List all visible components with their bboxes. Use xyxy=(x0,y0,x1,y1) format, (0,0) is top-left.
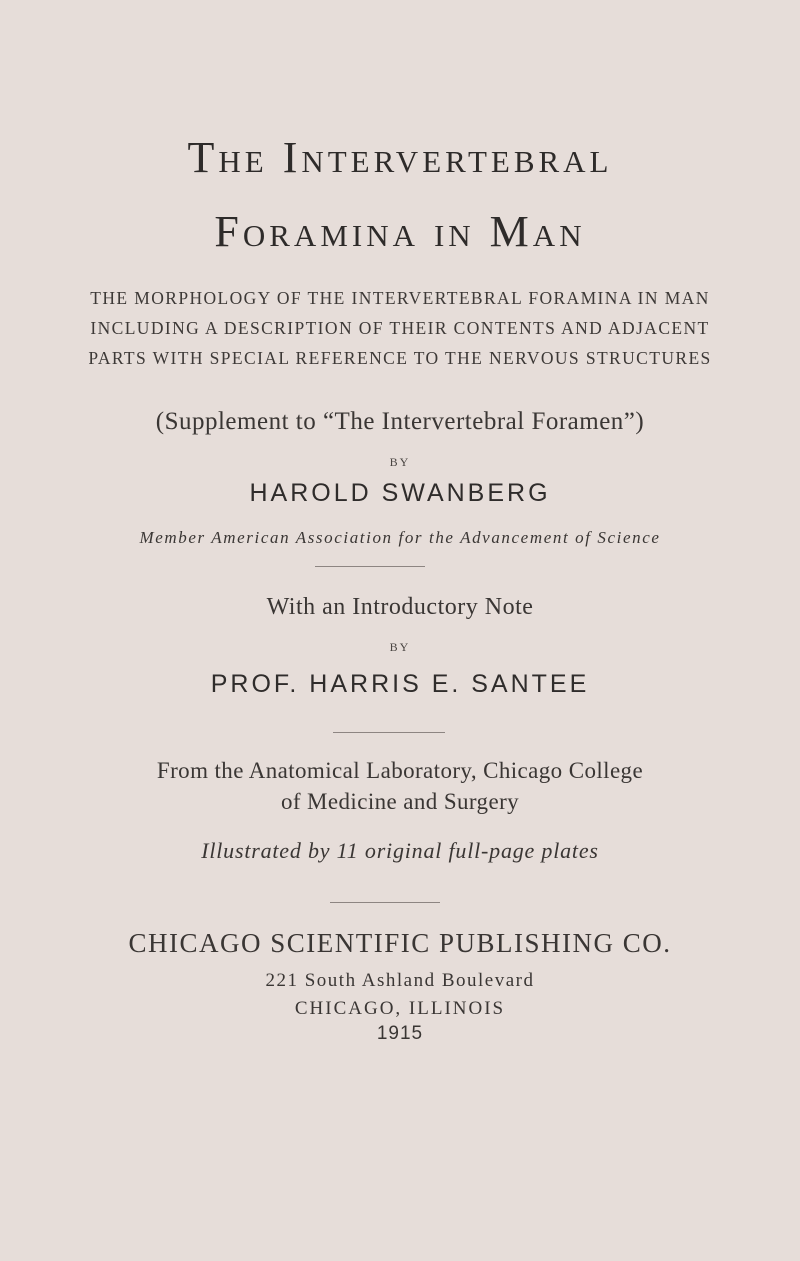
origin-line-1: From the Anatomical Laboratory, Chicago College xyxy=(156,758,644,783)
intro-note: With an Introductory Note xyxy=(266,594,534,620)
intro-by-label: BY xyxy=(389,640,411,654)
subtitle-line-1: THE MORPHOLOGY OF THE INTERVERTEBRAL FORAMINA IN MAN xyxy=(90,288,710,308)
author-affiliation: Member American Association for the Advancement of Science xyxy=(139,528,661,547)
intro-author-name: PROF. HARRIS E. SANTEE xyxy=(210,670,590,698)
illustrations-note: Illustrated by 11 original full-page plates xyxy=(201,838,599,863)
by-label: BY xyxy=(389,455,411,469)
supplement-note: (Supplement to “The Intervertebral Foramen”) xyxy=(155,408,645,435)
divider-rule xyxy=(333,732,445,733)
author-name: HAROLD SWANBERG xyxy=(249,479,551,507)
publication-year: 1915 xyxy=(376,1023,424,1044)
book-title-line-2: Foramina in Man xyxy=(214,207,586,256)
book-title-line-1: The Intervertebral xyxy=(187,133,613,182)
publisher-city: CHICAGO, ILLINOIS xyxy=(294,998,506,1019)
publisher-name: CHICAGO SCIENTIFIC PUBLISHING CO. xyxy=(128,928,672,958)
publisher-address: 221 South Ashland Boulevard xyxy=(265,970,535,991)
divider-rule xyxy=(315,566,425,567)
origin-line-2: of Medicine and Surgery xyxy=(280,789,520,814)
subtitle-line-2: INCLUDING A DESCRIPTION OF THEIR CONTENTS AND ADJACENT xyxy=(90,318,710,338)
subtitle-line-3: PARTS WITH SPECIAL REFERENCE TO THE NERVOUS STRUCTURES xyxy=(88,348,712,368)
divider-rule xyxy=(330,902,440,903)
